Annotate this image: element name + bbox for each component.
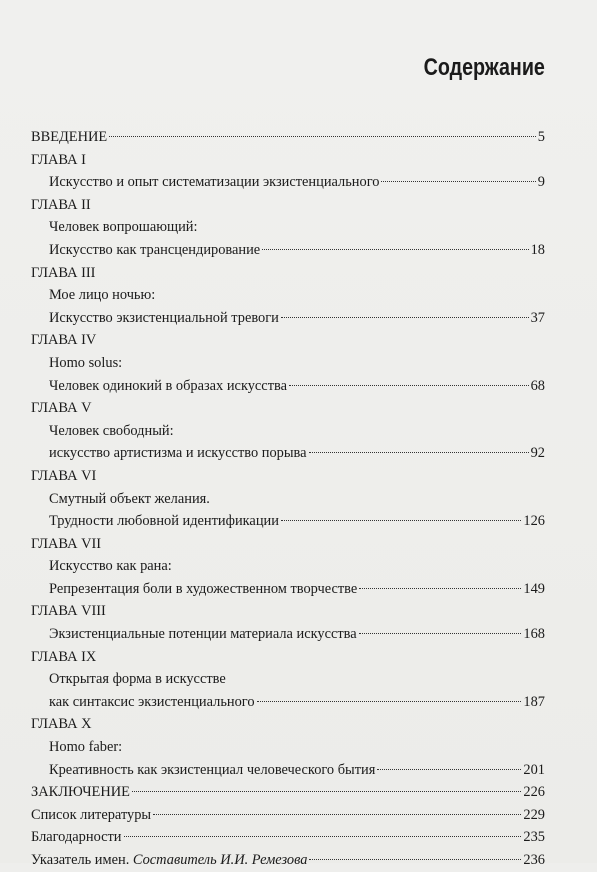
toc-entry-text: ГЛАВА V <box>31 400 92 417</box>
toc-page-number: 149 <box>523 580 545 597</box>
toc-chapter-heading <box>31 600 545 623</box>
dot-leader <box>359 588 521 589</box>
toc-entry-text-part: Указатель имен. <box>31 852 133 868</box>
dot-leader <box>281 317 529 318</box>
toc-entry <box>31 488 545 511</box>
toc-entry-text: ГЛАВА X <box>31 716 92 733</box>
toc-page-number: 9 <box>537 174 545 191</box>
toc-chapter-heading <box>31 194 545 217</box>
toc-entry-text: ГЛАВА I <box>31 151 86 168</box>
toc-entry <box>31 804 545 827</box>
toc-entry <box>31 239 545 262</box>
toc-page-number: 201 <box>523 761 545 778</box>
toc-page-number: 5 <box>537 129 545 145</box>
toc-entry <box>31 420 545 443</box>
toc-entry-text: ГЛАВА IV <box>31 332 97 349</box>
toc-entry-text: Искусство как трансцендирование <box>49 241 261 258</box>
page-title: Содержание <box>423 54 545 81</box>
toc-entry-text: Экзистенциальные потенции материала искусства <box>49 626 357 643</box>
table-of-contents <box>31 126 545 872</box>
toc-chapter-heading <box>31 262 545 285</box>
dot-leader <box>132 791 521 792</box>
toc-entry <box>31 555 545 578</box>
toc-entry-text: Мое лицо ночью: <box>49 287 156 304</box>
toc-page-number: 187 <box>523 693 545 710</box>
toc-page-number: 37 <box>530 309 545 326</box>
toc-entry <box>31 352 545 375</box>
toc-entry-text: Искусство и опыт систематизации экзистенциального <box>49 174 380 191</box>
toc-entry-text: ГЛАВА III <box>31 264 96 281</box>
dot-leader <box>289 385 529 386</box>
toc-chapter-heading <box>31 465 545 488</box>
toc-entry <box>31 578 545 601</box>
dot-leader <box>281 520 521 521</box>
toc-entry-text: Трудности любовной идентификации <box>49 513 279 530</box>
toc-entry <box>31 759 545 782</box>
toc-chapter-heading <box>31 329 545 352</box>
dot-leader <box>309 859 521 860</box>
toc-entry <box>31 623 545 646</box>
toc-chapter-heading <box>31 713 545 736</box>
toc-entry <box>31 510 545 533</box>
toc-entry <box>31 849 545 872</box>
toc-chapter-heading <box>31 149 545 172</box>
dot-leader <box>257 701 522 702</box>
dot-leader <box>124 836 522 837</box>
toc-page-number: 68 <box>530 377 545 394</box>
toc-entry-text: Человек свободный: <box>49 422 174 439</box>
toc-page-number: 235 <box>523 829 545 846</box>
dot-leader <box>359 633 522 634</box>
toc-entry <box>31 126 545 149</box>
toc-entry-compiler: Составитель И.И. Ремезова <box>132 852 308 868</box>
dot-leader <box>381 181 535 182</box>
toc-entry-text: ГЛАВА II <box>31 196 91 213</box>
toc-entry <box>31 736 545 759</box>
toc-entry-text: Искусство как рана: <box>49 558 172 575</box>
dot-leader <box>262 249 528 250</box>
toc-entry-text: ВВЕДЕНИЕ <box>31 129 108 145</box>
toc-entry-text: Креативность как экзистенциал человеческого бытия <box>49 761 376 778</box>
dot-leader <box>109 136 536 137</box>
toc-entry-text: Открытая форма в искусстве <box>49 671 226 688</box>
toc-entry-text: ГЛАВА VIII <box>31 603 106 620</box>
toc-entry-text: Homo solus: <box>49 354 123 371</box>
toc-entry <box>31 781 545 804</box>
toc-page-number: 236 <box>523 852 545 868</box>
toc-page-number: 226 <box>523 784 545 801</box>
toc-chapter-heading <box>31 397 545 420</box>
toc-entry <box>31 307 545 330</box>
toc-chapter-heading <box>31 646 545 669</box>
toc-page-number: 168 <box>523 626 545 643</box>
toc-page-number: 18 <box>530 241 545 258</box>
toc-entry-text: Человек вопрошающий: <box>49 219 198 236</box>
toc-entry-text: Homo faber: <box>49 739 123 756</box>
toc-entry-text <box>31 849 307 872</box>
toc-entry <box>31 826 545 849</box>
toc-entry-text: ГЛАВА VII <box>31 535 102 552</box>
toc-entry-text: Искусство экзистенциальной тревоги <box>49 309 279 326</box>
toc-entry <box>31 375 545 398</box>
toc-entry-text: Репрезентация боли в художественном творчестве <box>49 580 358 597</box>
toc-entry <box>31 668 545 691</box>
dot-leader <box>153 814 521 815</box>
toc-entry-text: Человек одинокий в образах искусства <box>49 377 287 394</box>
toc-entry <box>31 442 545 465</box>
toc-entry-text: ЗАКЛЮЧЕНИЕ <box>31 784 130 801</box>
toc-page-number: 229 <box>523 806 545 823</box>
toc-entry-text: Благодарности <box>31 829 122 846</box>
dot-leader <box>309 452 529 453</box>
toc-entry-text: ГЛАВА VI <box>31 467 97 484</box>
toc-page-number: 126 <box>523 513 545 530</box>
toc-page-number: 92 <box>530 445 545 462</box>
toc-entry <box>31 691 545 714</box>
toc-entry-text: Смутный объект желания. <box>49 490 210 507</box>
toc-chapter-heading <box>31 533 545 556</box>
toc-entry-text: ГЛАВА IX <box>31 648 97 665</box>
toc-entry <box>31 284 545 307</box>
toc-entry-text: Список литературы <box>31 806 152 823</box>
dot-leader <box>377 769 521 770</box>
toc-entry-text: как синтаксис экзистенциального <box>49 693 255 710</box>
toc-entry <box>31 216 545 239</box>
toc-entry <box>31 171 545 194</box>
toc-entry-text: искусство артистизма и искусство порыва <box>49 445 307 462</box>
